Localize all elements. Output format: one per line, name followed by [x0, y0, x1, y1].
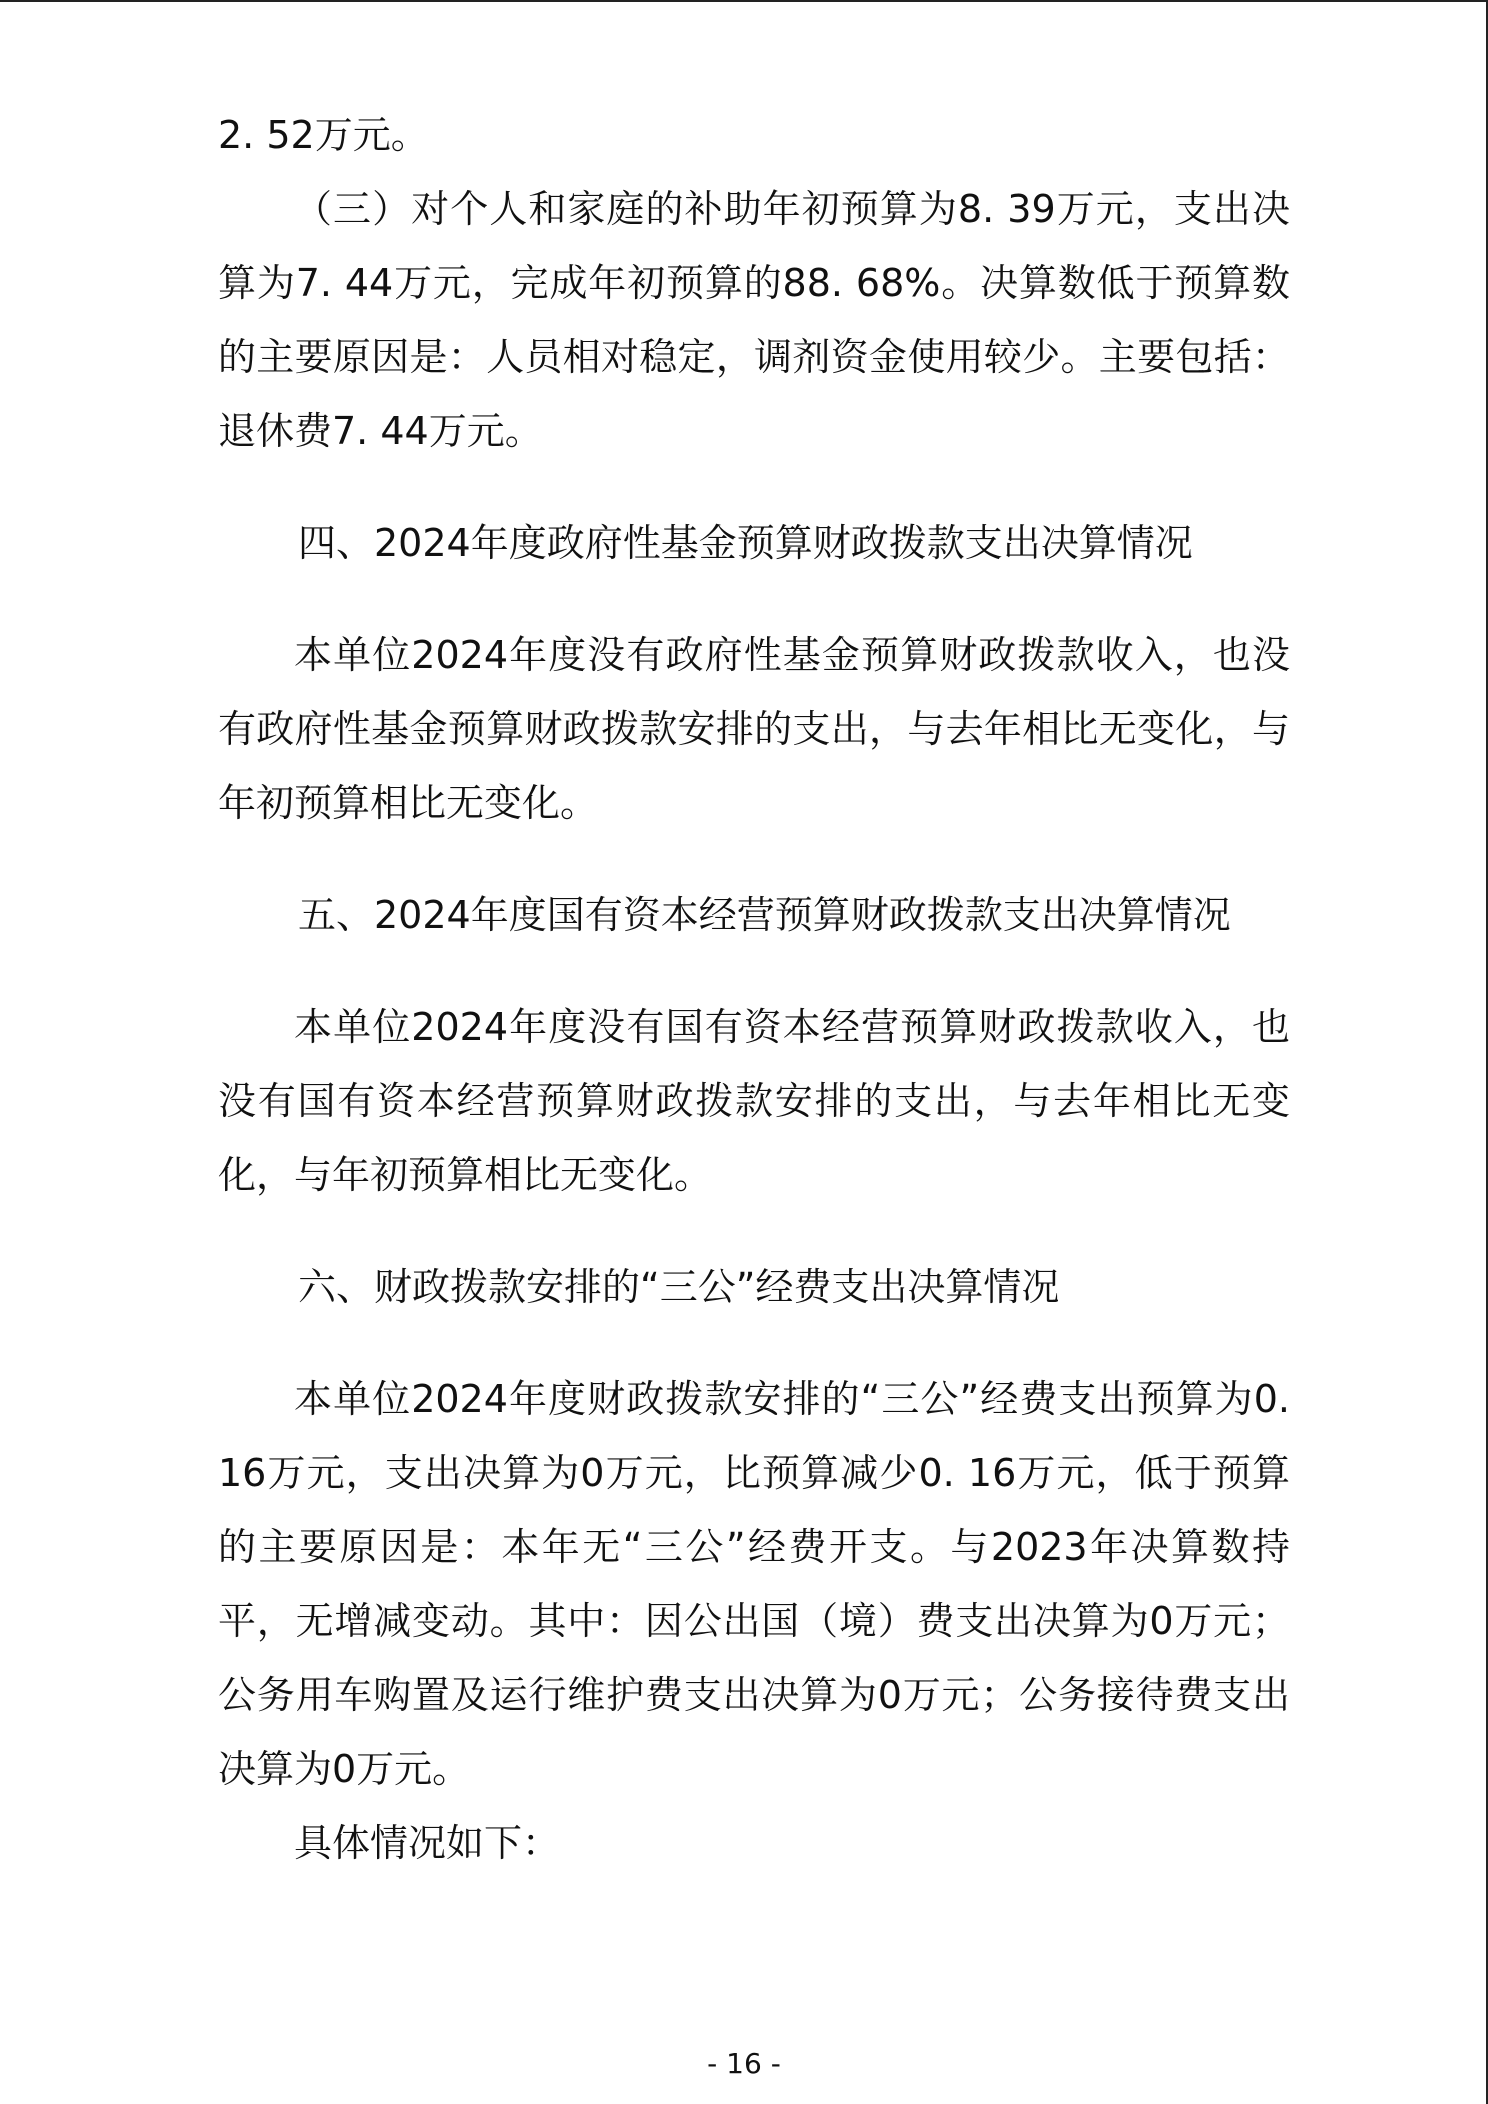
document-body — [218, 98, 1290, 1880]
paragraph-three-public-expenses: 本单位2024年度财政拨款安排的“三公”经费支出预算为0. 16万元，支出决算为0万元，比预算减少0. 16万元，低于预算的主要原因是：本年无“三公”经费开支。与2023年决算数持平，无增减变动。其中：因公出国（境）费支出决算为0万元；公务用车购置及运行维护费支出决算为0万元；公务接待费支出决算为0万元。 — [218, 1377, 1290, 1791]
section-heading-three-public-expenses: 六、财政拨款安排的“三公”经费支出决算情况 — [298, 1265, 1060, 1309]
page-number: - 16 - — [707, 2047, 781, 2080]
section-heading-government-fund: 四、2024年度政府性基金预算财政拨款支出决算情况 — [298, 521, 1193, 565]
paragraph-details-intro: 具体情况如下： — [294, 1821, 561, 1865]
paragraph-continuation: 2. 52万元。 — [218, 113, 429, 157]
section-heading-state-capital: 五、2024年度国有资本经营预算财政拨款支出决算情况 — [298, 893, 1231, 937]
paragraph-personal-family-subsidy: （三）对个人和家庭的补助年初预算为8. 39万元，支出决算为7. 44万元，完成年初预算的88. 68%。决算数低于预算数的主要原因是：人员相对稳定，调剂资金使用较少。主要包括：退休费7. 44万元。 — [218, 187, 1290, 453]
paragraph-government-fund: 本单位2024年度没有政府性基金预算财政拨款收入，也没有政府性基金预算财政拨款安排的支出，与去年相比无变化，与年初预算相比无变化。 — [218, 633, 1290, 825]
paragraph-state-capital: 本单位2024年度没有国有资本经营预算财政拨款收入，也没有国有资本经营预算财政拨款安排的支出，与去年相比无变化，与年初预算相比无变化。 — [218, 1005, 1290, 1197]
